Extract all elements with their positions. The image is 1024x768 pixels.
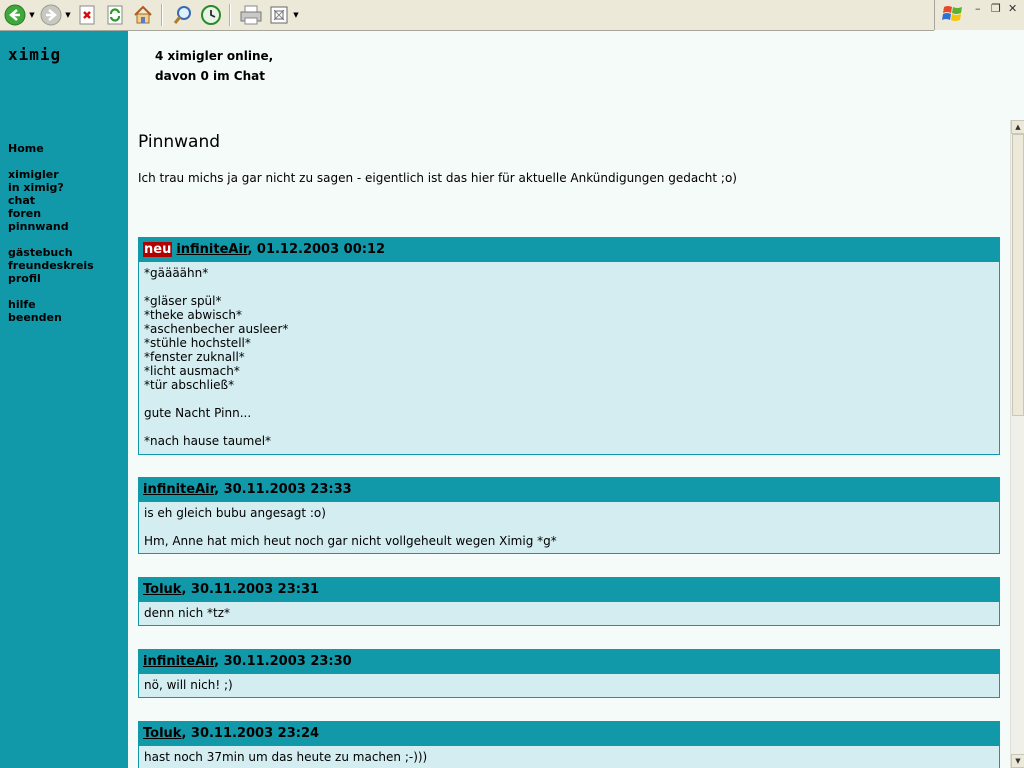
toolbar-separator bbox=[229, 4, 231, 26]
nav-foren[interactable]: foren bbox=[8, 207, 42, 220]
post bbox=[138, 237, 1000, 455]
nav-chat[interactable]: chat bbox=[8, 194, 36, 207]
site-logo[interactable]: ximig bbox=[8, 45, 62, 64]
post-author-link[interactable]: infiniteAir bbox=[143, 654, 215, 669]
search-icon[interactable] bbox=[170, 2, 196, 28]
post bbox=[138, 649, 1000, 698]
post bbox=[138, 577, 1000, 626]
nav-gaestebuch[interactable]: gästebuch bbox=[8, 246, 73, 259]
post-author-link[interactable]: infiniteAir bbox=[143, 482, 215, 497]
post-date: , 30.11.2003 23:24 bbox=[181, 726, 320, 741]
post-body: hast noch 37min um das heute zu machen ;-))) bbox=[144, 750, 428, 764]
print-icon[interactable] bbox=[238, 2, 264, 28]
window-controls bbox=[934, 0, 1024, 30]
post bbox=[138, 477, 1000, 554]
nav-home[interactable]: Home bbox=[8, 142, 44, 155]
post-header bbox=[139, 650, 999, 674]
nav-beenden[interactable]: beenden bbox=[8, 311, 62, 324]
forward-dropdown-icon[interactable]: ▼ bbox=[65, 11, 71, 19]
stop-icon[interactable] bbox=[74, 2, 100, 28]
post-date: , 30.11.2003 23:33 bbox=[214, 482, 352, 497]
chat-count: davon 0 im Chat bbox=[155, 69, 265, 83]
fullscreen-dropdown-icon[interactable]: ▼ bbox=[293, 11, 299, 19]
back-icon[interactable] bbox=[2, 2, 28, 28]
nav-pinnwand[interactable]: pinnwand bbox=[8, 220, 69, 233]
post-body: nö, will nich! ;) bbox=[144, 678, 233, 692]
home-icon[interactable] bbox=[130, 2, 156, 28]
post-header bbox=[139, 578, 999, 602]
post-header bbox=[139, 478, 999, 502]
sidebar bbox=[0, 31, 128, 768]
fullscreen-icon[interactable] bbox=[266, 2, 292, 28]
online-status bbox=[155, 46, 273, 86]
page-title: Pinnwand bbox=[138, 132, 221, 152]
history-icon[interactable] bbox=[198, 2, 224, 28]
post-author-link[interactable]: Toluk bbox=[143, 582, 182, 597]
toolbar-separator bbox=[161, 4, 163, 26]
forward-icon[interactable] bbox=[38, 2, 64, 28]
nav-hilfe[interactable]: hilfe bbox=[8, 298, 36, 311]
vertical-scrollbar[interactable] bbox=[1010, 120, 1024, 768]
restore-button[interactable]: ❐ bbox=[991, 2, 1001, 15]
post-date: , 30.11.2003 23:30 bbox=[214, 654, 352, 669]
page-intro: Ich trau michs ja gar nicht zu sagen - eigentlich ist das hier für aktuelle Ankündigungen gedacht ;o) bbox=[138, 171, 737, 185]
scroll-up-icon[interactable]: ▲ bbox=[1011, 120, 1024, 134]
post-body: is eh gleich bubu angesagt :o) Hm, Anne hat mich heut noch gar nicht vollgeheult wegen Ximig *g* bbox=[144, 506, 557, 548]
post-date: , 30.11.2003 23:31 bbox=[181, 582, 320, 597]
refresh-icon[interactable] bbox=[102, 2, 128, 28]
new-badge: neu bbox=[144, 242, 172, 257]
online-count: 4 ximigler online, bbox=[155, 49, 274, 63]
post-date: , 01.12.2003 00:12 bbox=[247, 242, 386, 257]
post-author-link[interactable]: Toluk bbox=[143, 726, 182, 741]
post-header bbox=[139, 722, 999, 746]
windows-logo-icon bbox=[941, 2, 967, 30]
nav-profil[interactable]: profil bbox=[8, 272, 41, 285]
browser-toolbar bbox=[0, 0, 934, 31]
close-button[interactable]: ✕ bbox=[1008, 2, 1018, 15]
post-author-link[interactable]: infiniteAir bbox=[176, 242, 248, 257]
post-header bbox=[139, 238, 999, 262]
nav-freundeskreis[interactable]: freundeskreis bbox=[8, 259, 94, 272]
minimize-button[interactable]: – bbox=[975, 2, 981, 15]
nav-in-ximig[interactable]: in ximig? bbox=[8, 181, 64, 194]
post-body: denn nich *tz* bbox=[144, 606, 230, 620]
post-body: *gäääähn* *gläser spül* *theke abwisch* *aschenbecher ausleer* *stühle hochstell* *fenster zuknall* *licht ausmach* *tür abschließ* gute Nacht Pinn... *nach hause taumel* bbox=[144, 266, 289, 448]
back-dropdown-icon[interactable]: ▼ bbox=[29, 11, 35, 19]
nav-ximigler[interactable]: ximigler bbox=[8, 168, 59, 181]
scroll-down-icon[interactable]: ▼ bbox=[1011, 754, 1024, 768]
scrollbar-thumb[interactable] bbox=[1012, 134, 1024, 416]
post bbox=[138, 721, 1000, 768]
